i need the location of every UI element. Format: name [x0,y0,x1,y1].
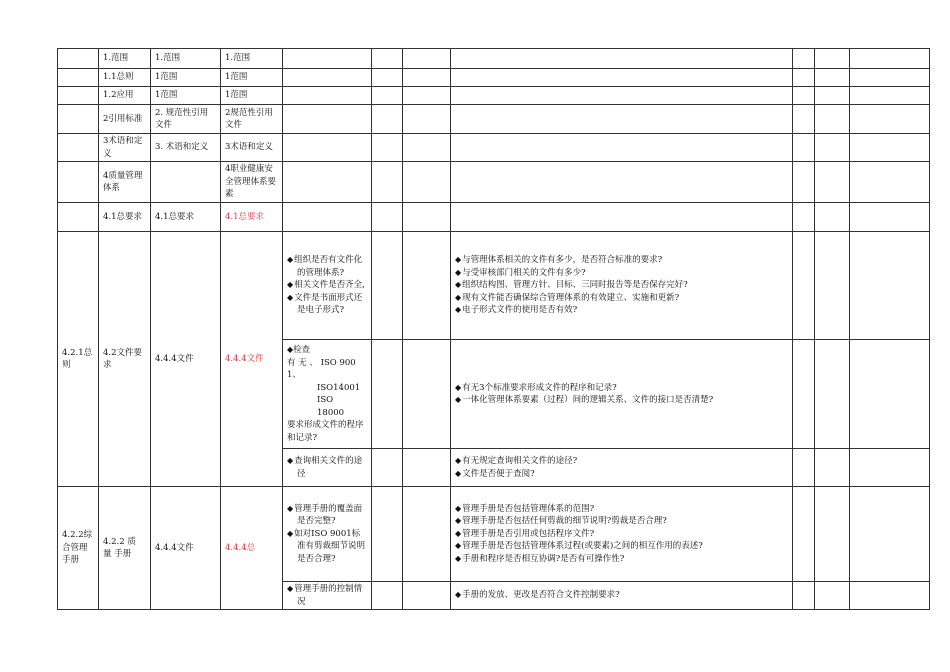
check-item: ◆ 管理手册的覆盖面是否完整? [287,503,367,528]
question-item: ◆ 一体化管理体系要素（过程）间的逻辑关系、文件的接口是否清楚? [455,394,788,407]
cell-iso9001: 4.2.2 质 量 手册 [99,487,151,610]
cell-iso9001-2000: 4.1总要求 [151,203,221,232]
question-item: ◆ 文件是否便于查阅? [455,468,788,481]
check-items: ◆检查 有 无 、 ISO 9001、 ISO14001 ISO 18000 要求形成文件的程序和记录? [283,340,372,449]
cell-ohsas: 1范围 [221,87,283,105]
cell-ohsas: 3术语和定义 [221,134,283,162]
question-item: ◆ 现有文件能否确保综合管理体系的有效建立、实施和更新? [455,292,788,305]
question-item: ◆ 有无3个标准要求形成文件的程序和记录? [455,382,788,395]
check-item: ◆ 组织是否有文件化的管理体系? [287,254,367,279]
audit-checklist-table [57,48,930,610]
table-row [58,134,930,162]
cell-ohsas-highlight: 4.1总要求 [221,203,283,232]
cell-iso9001-2000: 1范围 [151,87,221,105]
table-row [58,203,930,232]
table-row [58,487,930,582]
question-item: ◆ 管理手册是否包括管理体系的范围? [455,503,788,516]
check-items [283,487,372,582]
audit-questions [451,487,793,582]
audit-questions [451,340,793,449]
cell-iso9001: 4质量管理体系 [99,162,151,203]
cell-ohsas: 1.范围 [221,49,283,69]
cell-ohsas-highlight: 4.4.4总 [221,487,283,610]
cell-ohsas-highlight: 4.4.4文件 [221,232,283,487]
cell-iso9001: 2引用标准 [99,105,151,134]
cell-iso9001: 4.1总要求 [99,203,151,232]
audit-questions [451,582,793,610]
cell-iso9001-2000: 3. 术语和定义 [151,134,221,162]
question-item: ◆ 电子形式文件的使用是否有效? [455,304,788,317]
cell-iso9001-2000: 1.范围 [151,49,221,69]
check-items [283,582,372,610]
question-item: ◆ 组织结构图、管理方针、目标、三同时报告等是否保存完好? [455,279,788,292]
cell-iso9001: 1.2应用 [99,87,151,105]
check-items [283,232,372,340]
cell-ohsas: 1范围 [221,69,283,87]
question-item: ◆ 与受审核部门相关的文件有多少? [455,267,788,280]
table-row [58,69,930,87]
cell-iso9001: 1.1总则 [99,69,151,87]
table-row [58,162,930,203]
table-row [58,87,930,105]
cell-ohsas: 4职业健康安全管理体系要素 [221,162,283,203]
question-item: ◆ 管理手册是否包括任何剪裁的细节说明?剪裁是否合理? [455,515,788,528]
cell-iso9001-2000: 4.4.4文件 [151,232,221,487]
check-item: ◆ 如对ISO 9001标准有剪裁细节说明是否合理? [287,528,367,566]
check-item: ◆ 管理手册的控制情况 [287,583,367,608]
question-item: ◆ 与管理体系相关的文件有多少，是否符合标准的要求? [455,254,788,267]
cell-c1 [58,49,99,69]
question-item: ◆ 管理手册是否包括管理体系过程(或要素)之间的相互作用的表述? [455,540,788,553]
cell-iso9001: 1.范围 [99,49,151,69]
table-row [58,232,930,340]
cell-iso9001: 4.2文件要求 [99,232,151,487]
cell-clause: 4.2.1总则 [58,232,99,487]
check-title: ◆检查 [287,345,311,355]
question-item: ◆ 有无规定查询相关文件的途径? [455,455,788,468]
question-item: ◆ 管理手册是否引用或包括程序文件? [455,528,788,541]
check-item: ◆ 相关文件是否齐全, [287,279,367,292]
table-row [58,49,930,69]
question-item: ◆ 手册的发放、更改是否符合文件控制要求? [455,589,788,602]
check-item: ◆ 文件是书面形式还是电子形式? [287,292,367,317]
cell-iso9001-2000: 2. 规范性引用文件 [151,105,221,134]
audit-questions [451,449,793,487]
cell-clause: 4.2.2综合管理手册 [58,487,99,610]
cell-iso9001-2000: 4.4.4文件 [151,487,221,610]
check-items [283,449,372,487]
table-row [58,105,930,134]
question-item: ◆ 手册和程序是否相互协调?是否有可操作性? [455,553,788,566]
check-item: ◆ 查询相关文件的途径 [287,455,367,480]
cell-iso9001-2000: 1范围 [151,69,221,87]
cell-iso9001: 3术语和定义 [99,134,151,162]
cell-ohsas: 2规范性引用文件 [221,105,283,134]
audit-questions [451,232,793,340]
